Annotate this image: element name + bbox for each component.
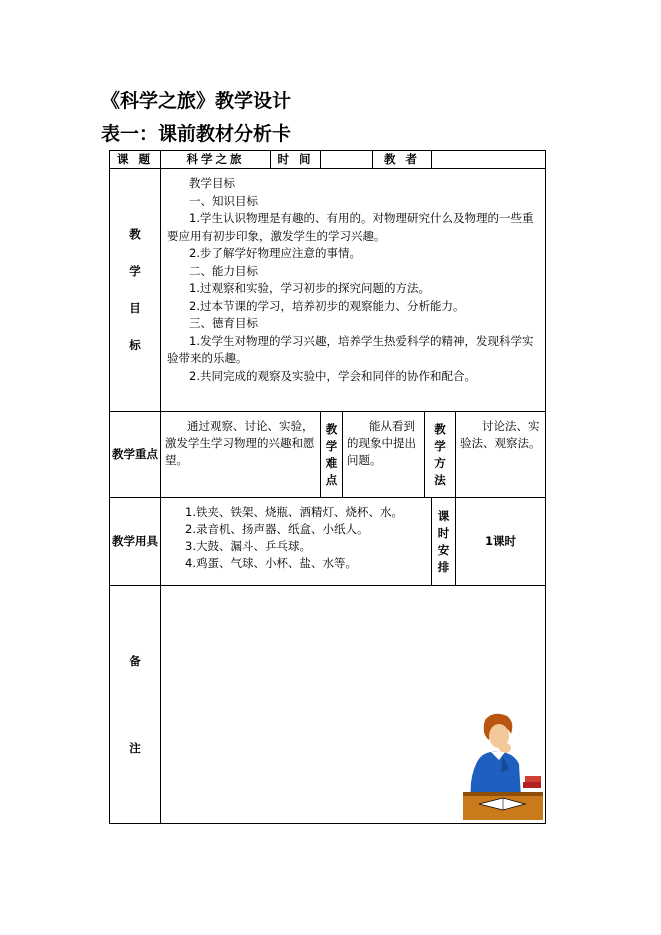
schedule-value: 1课时 <box>456 498 546 586</box>
schedule-label-char: 课 <box>437 508 450 523</box>
difficulty-label-char: 教 <box>325 421 338 436</box>
knowledge-goal-1: 1.学生认识物理是有趣的、有用的。对物理研究什么及物理的一些重要应用有初步印象，激发学生的学习兴趣。 <box>167 211 534 243</box>
document-title: 《科学之旅》教学设计 <box>101 90 292 112</box>
difficulty-label-char: 难 <box>325 455 338 470</box>
ability-goal-1: 1.过观察和实验，学习初步的探究问题的方法。 <box>189 281 430 295</box>
teacher-value <box>432 151 546 169</box>
teacher-thinking-illustration <box>463 712 543 820</box>
key-points-content: 通过观察、讨论、实验，激发学生学习物理的兴趣和愿望。 <box>161 412 321 498</box>
tools-item: 2.录音机、扬声器、纸盒、小纸人。 <box>185 522 369 536</box>
goals-label-char: 学 <box>129 264 141 278</box>
difficulty-label-char: 学 <box>325 438 338 453</box>
moral-goals-title: 三、德育目标 <box>189 316 258 330</box>
tools-item: 4.鸡蛋、气球、小杯、盐、水等。 <box>185 556 357 570</box>
method-label-char: 学 <box>434 438 446 453</box>
goals-label <box>110 169 161 412</box>
method-label-char: 教 <box>434 421 446 436</box>
tools-item: 3.大鼓、漏斗、乒乓球。 <box>185 539 311 553</box>
schedule-label <box>432 498 456 586</box>
header-row <box>110 151 546 169</box>
ability-goals-title: 二、能力目标 <box>189 263 258 278</box>
time-value <box>321 151 373 169</box>
method-content: 讨论法、实验法、观察法。 <box>456 412 546 498</box>
method-label-char: 方 <box>434 455 446 470</box>
tools-item: 1.铁夹、铁架、烧瓶、酒精灯、烧杯、水。 <box>185 505 403 519</box>
time-label: 时 间 <box>271 151 321 169</box>
notes-label-char: 注 <box>129 740 141 755</box>
key-points-label: 教学重点 <box>110 412 161 498</box>
tools-label: 教学用具 <box>110 498 161 586</box>
moral-goal-2: 2.共同完成的观察及实验中，学会和同伴的协作和配合。 <box>189 368 476 383</box>
goals-heading: 教学目标 <box>189 176 235 190</box>
tools-content <box>161 498 432 586</box>
method-label-char: 法 <box>434 472 446 487</box>
goals-label-char: 标 <box>129 338 141 352</box>
moral-goal-1: 1.发学生对物理的学习兴趣，培养学生热爱科学的精神，发现科学实验带来的乐趣。 <box>167 333 534 365</box>
teacher-label: 教 者 <box>373 151 432 169</box>
method-label <box>425 412 456 498</box>
difficulty-content: 能从看到的现象中提出问题。 <box>343 412 425 498</box>
schedule-label-char: 排 <box>437 559 450 574</box>
topic-value: 科学之旅 <box>161 151 271 169</box>
goals-label-char: 教 <box>129 227 141 241</box>
goals-label-char: 目 <box>129 301 141 315</box>
knowledge-goals-title: 一、知识目标 <box>189 193 258 208</box>
topic-label: 课 题 <box>110 151 161 169</box>
difficulty-label-char: 点 <box>325 472 338 487</box>
key-points-row <box>110 412 546 498</box>
schedule-label-char: 时 <box>437 525 450 540</box>
schedule-label-char: 安 <box>437 542 450 557</box>
difficulty-label <box>321 412 343 498</box>
goals-row <box>110 169 546 412</box>
notes-label-char: 备 <box>129 653 141 668</box>
notes-label <box>110 586 161 824</box>
tools-row <box>110 498 546 586</box>
ability-goal-2: 2.过本节课的学习，培养初步的观察能力、分析能力。 <box>189 298 465 313</box>
table-caption: 表一：课前教材分析卡 <box>101 123 292 145</box>
knowledge-goal-2: 2.步了解学好物理应注意的事情。 <box>189 246 361 260</box>
goals-content <box>161 169 546 412</box>
